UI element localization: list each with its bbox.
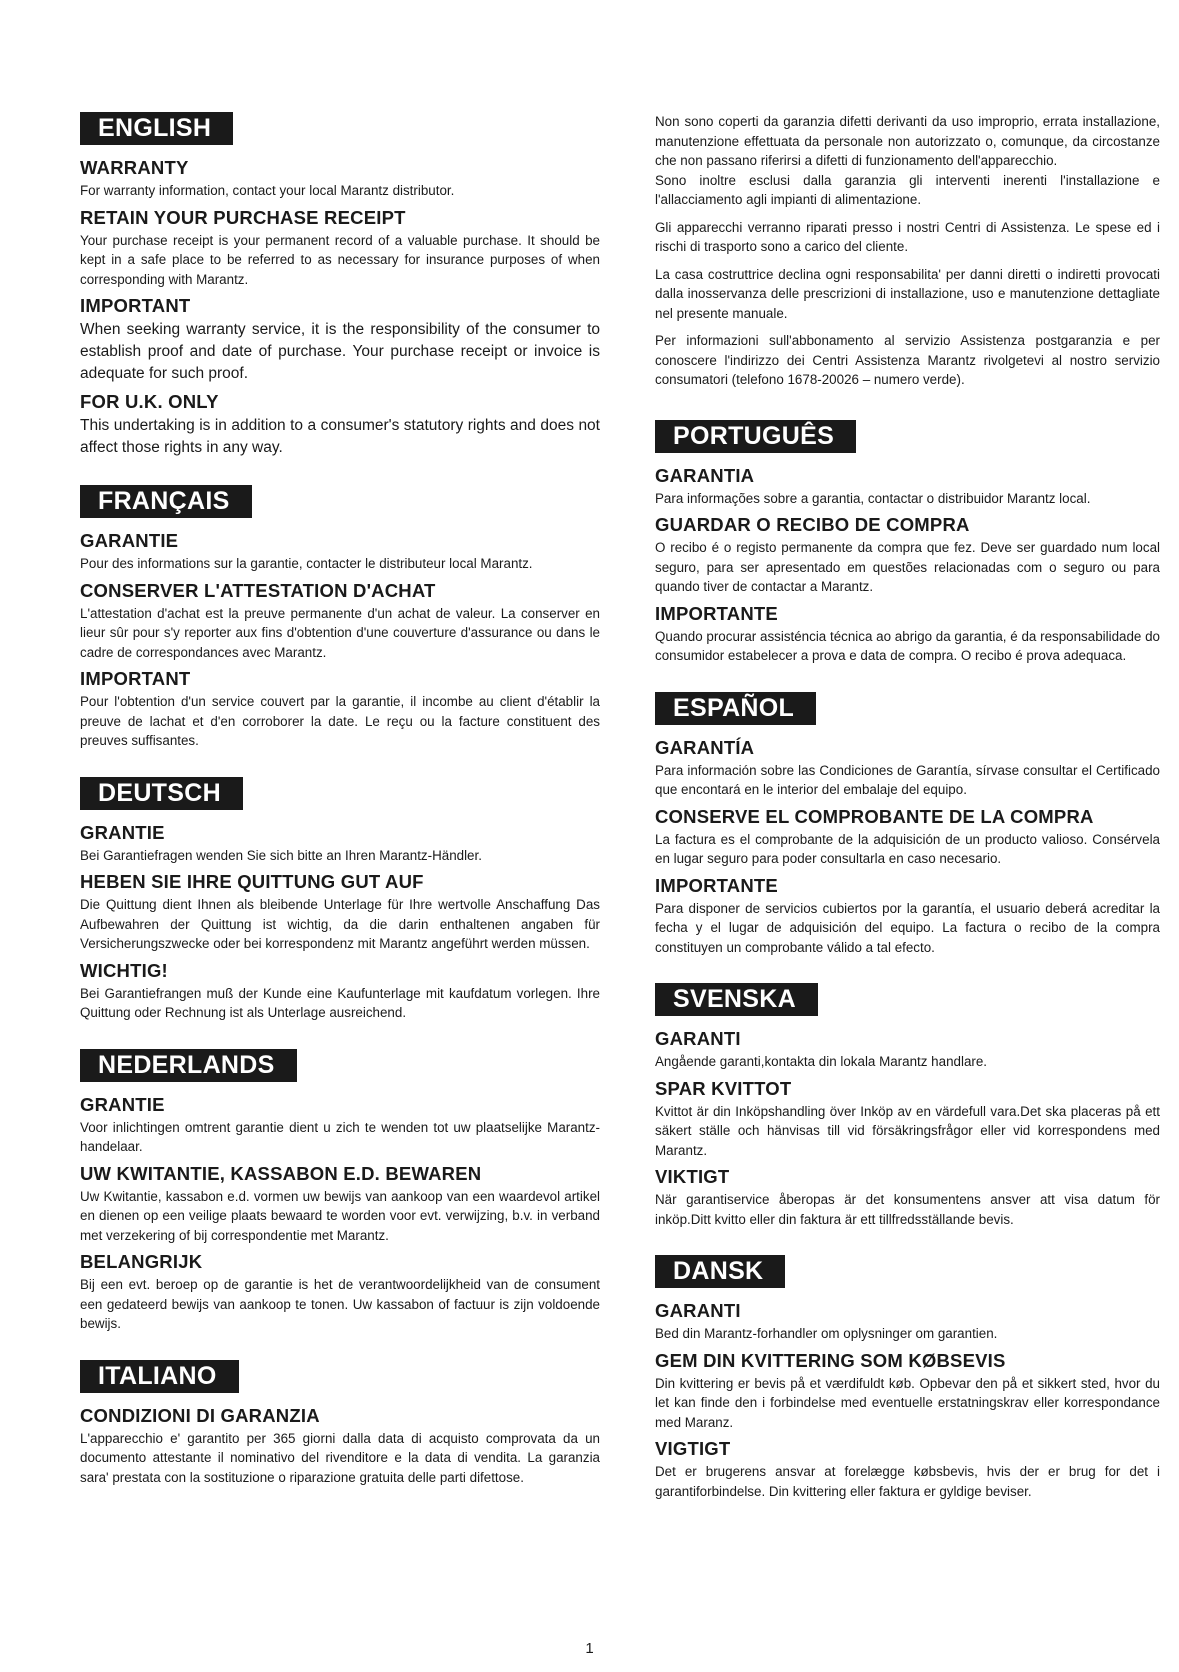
section-body: Bij een evt. beroep op de garantie is het de verantwoordelijkheid van de consument een gedateerd bewijs van aankoop te tonen. Uw kassabon of factuur is zijn voldoende bewijs. xyxy=(80,1277,600,1331)
section-title: GARANTIA xyxy=(655,464,755,486)
section-body: Quando procurar assisténcia técnica ao abrigo da garantia, é da responsabilidade do consumidor estabelecer a prova e data de compra. O recibo é prova adequaca. xyxy=(655,628,1160,663)
section-title: GARANTÍA xyxy=(655,736,755,758)
language-header: ESPAÑOL xyxy=(655,692,816,725)
lang-block-portugues xyxy=(655,420,1160,666)
section-body: Pour l'obtention d'un service couvert par la garantie, il incombe au client d'établir la preuve de lachat et d'en corroborer la date. Le reçu ou la facture constituent des preuves suffisantes. xyxy=(80,694,600,748)
section-body: Angående garanti,kontakta din lokala Marantz handlare. xyxy=(655,1054,988,1069)
section-title: CONDIZIONI DI GARANZIA xyxy=(80,1404,320,1426)
lang-block-english xyxy=(80,112,600,459)
language-header: DANSK xyxy=(655,1255,785,1288)
section-body: L'apparecchio e' garantito per 365 giorni dalla data di acquisto comprovata da un documento attestante il nominativo del rivenditore e la data di vendita. La garanzia sara' prestata con la sostituzione o riparazione gratuita delle parti difettose. xyxy=(80,1430,600,1485)
section-title: GRANTIE xyxy=(80,821,165,843)
section-title: HEBEN SIE IHRE QUITTUNG GUT AUF xyxy=(80,871,424,892)
italiano-paragraph: Non sono coperti da garanzia difetti derivanti da uso improprio, errata installazione, manutenzione effettuata da personale non autorizzato o, comunque, da circostanze che non passano riferirsi a difetti di funzionamento dell'apparecchio. xyxy=(655,114,1160,168)
right-column xyxy=(655,112,1160,1527)
section-body: Bei Garantiefrangen muß der Kunde eine Kaufunterlage mit kaufdatum vorlegen. Ihre Quittung oder Rechnung ist als Unterlage ausreichend. xyxy=(80,985,600,1020)
section-title: WICHTIG! xyxy=(80,959,168,981)
section-body: Uw Kwitantie, kassabon e.d. vormen uw bewijs van aankoop van een waardevol artikel en dienen op een veilige plaats bewaard te worden voor evt. verwijzing, b.v. in verband met verzekering of bij correspondentie met Marantz. xyxy=(80,1188,600,1243)
language-header: PORTUGUÊS xyxy=(655,420,856,453)
language-header: FRANÇAIS xyxy=(80,485,252,518)
section-body: La factura es el comprobante de la adquisición de un producto valioso. Consérvela en lugar seguro para poder consultarla en caso necesario. xyxy=(655,831,1160,866)
section-body: Kvittot är din Inköpshandling över Inköp av en värdefull vara.Det ska placeras på ett säkert ställe och hänvisas till vid försäkringsfrågor eller vid korrespondens med Marantz. xyxy=(655,1103,1160,1158)
section-body: Para informações sobre a garantia, contactar o distribuidor Marantz local. xyxy=(655,490,1091,506)
lang-block-francais xyxy=(80,485,600,751)
language-header: SVENSKA xyxy=(655,983,818,1016)
left-column xyxy=(80,112,600,1513)
lang-block-nederlands xyxy=(80,1049,600,1334)
section-title: CONSERVER L'ATTESTATION D'ACHAT xyxy=(80,579,436,601)
section-title: GARANTI xyxy=(655,1300,741,1321)
section-title: IMPORTANT xyxy=(80,668,191,689)
section-body: L'attestation d'achat est la preuve permanente d'un achat de valeur. La conserver en lieur sûr pour s'y reporter aux fins d'obtention d'une couverture d'assurance ou dans le cadre de correspondances avec Marantz. xyxy=(80,605,600,660)
section-title: CONSERVE EL COMPROBANTE DE LA COMPRA xyxy=(655,805,1094,827)
section-body: Die Quittung dient Ihnen als bleibende Unterlage für Ihre wertvolle Anschaffung Das Aufbewahren der Quittung ist wichtig, da die darin enthaltenen angaben für Versicherungszwecke oder bei korrespondenz mit Marantz angeführt werden müssen. xyxy=(80,897,600,951)
section-body: Bei Garantiefragen wenden Sie sich bitte an Ihren Marantz-Händler. xyxy=(80,847,482,863)
section-body: Bed din Marantz-forhandler om oplysninger om garantien. xyxy=(655,1326,998,1341)
section-title: GARANTI xyxy=(655,1028,741,1049)
section-body: Pour des informations sur la garantie, contacter le distributeur local Marantz. xyxy=(80,556,533,571)
section-title: GRANTIE xyxy=(80,1093,165,1115)
section-title: VIKTIGT xyxy=(655,1166,730,1187)
section-title: GARANTIE xyxy=(80,530,179,551)
section-title: VIGTIGT xyxy=(655,1438,731,1459)
section-body: O recibo é o registo permanente da compra que fez. Deve ser guardado num local seguro, para ser apresentado em questões relacionadas com o seguro ou para quando tiver de contactar a Marantz. xyxy=(655,540,1160,594)
section-body: Din kvittering er bevis på et værdifuldt køb. Opbevar den på et sikkert sted, hvor du let kan finde den i forbindelse med eventuelle erstatningskrav eller korrespondance med Maranz. xyxy=(655,1375,1160,1430)
section-body: For warranty information, contact your local Marantz distributor. xyxy=(80,183,455,198)
lang-block-italiano xyxy=(80,1360,600,1488)
section-body: Para disponer de servicios cubiertos por la garantía, el usuario deberá acreditar la fecha y el lugar de adquisición del equipo. La factura o recibo de la compra constituyen un comprobante válido a tal efecto. xyxy=(655,900,1160,955)
lang-block-espanol xyxy=(655,692,1160,958)
page-number: 1 xyxy=(585,1640,594,1657)
lang-block-deutsch xyxy=(80,777,600,1023)
section-body: Para información sobre las Condiciones de Garantía, sírvase consultar el Certificado que encontará en le interior del embalaje del equipo. xyxy=(655,762,1160,797)
section-title: SPAR KVITTOT xyxy=(655,1077,792,1099)
italiano-continuation xyxy=(655,112,1160,420)
section-title: GEM DIN KVITTERING SOM KØBSEVIS xyxy=(655,1349,1006,1371)
section-title: IMPORTANTE xyxy=(655,874,778,896)
section-body: Det er brugerens ansvar at forelægge købsbevis, hvis der er brug for det i garantiforbindelse. Din kvittering eller faktura er gyldige beviser. xyxy=(655,1464,1160,1499)
section-body: Voor inlichtingen omtrent garantie dient u zich te wenden tot uw plaatselijke Marantz-handelaar. xyxy=(80,1119,600,1154)
section-title: UW KWITANTIE, KASSABON E.D. BEWAREN xyxy=(80,1162,482,1184)
section-body: När garantiservice åberopas är det konsumentens ansver att visa datum för inköp.Ditt kvitto eller din faktura är ett tillfredsställande bevis. xyxy=(655,1192,1160,1227)
italiano-paragraph: La casa costruttrice declina ogni responsabilita' per danni diretti o indiretti provocati dalla inosservanza delle prescrizioni di installazione, uso e manutenzione dettagliate nel presente manuale. xyxy=(655,266,1160,321)
lang-block-dansk xyxy=(655,1255,1160,1501)
lang-block-svenska xyxy=(655,983,1160,1229)
language-header: NEDERLANDS xyxy=(80,1049,297,1082)
right-language-blocks xyxy=(655,420,1160,1502)
italiano-paragraph: Gli apparecchi verranno riparati presso i nostri Centri di Assistenza. Le spese ed i rischi di trasporto sono a carico del cliente. xyxy=(655,219,1160,254)
section-title: RETAIN YOUR PURCHASE RECEIPT xyxy=(80,206,406,228)
section-title: IMPORTANTE xyxy=(655,602,778,624)
section-body: This undertaking is in addition to a consumer's statutory rights and does not affect those rights in any way. xyxy=(80,417,600,456)
section-title: BELANGRIJK xyxy=(80,1251,203,1272)
language-header: ITALIANO xyxy=(80,1360,239,1393)
italiano-paragraph: Per informazioni sull'abbonamento al servizio Assistenza postgaranzia e per conoscere l'indirizzo dei Centri Assistenza Marantz rivolgetevi al nostro servizio consumatori (telefono 1678-20026 – numero verde). xyxy=(655,333,1160,387)
section-body: When seeking warranty service, it is the responsibility of the consumer to establish proof and date of purchase. Your purchase receipt or invoice is adequate for such proof. xyxy=(80,321,600,382)
section-title: WARRANTY xyxy=(80,157,189,178)
language-header: ENGLISH xyxy=(80,112,233,145)
section-title: IMPORTANT xyxy=(80,295,191,316)
section-body: Your purchase receipt is your permanent record of a valuable purchase. It should be kept in a safe place to be referred to as necessary for insurance purposes of when corresponding with Marantz. xyxy=(80,232,600,287)
italiano-paragraph: Sono inoltre esclusi dalla garanzia gli interventi inerenti l'installazione e l'allacciamento agli impianti di alimentazione. xyxy=(655,172,1160,207)
section-title: GUARDAR O RECIBO DE COMPRA xyxy=(655,514,970,535)
language-header: DEUTSCH xyxy=(80,777,243,810)
section-title: FOR U.K. ONLY xyxy=(80,391,219,412)
